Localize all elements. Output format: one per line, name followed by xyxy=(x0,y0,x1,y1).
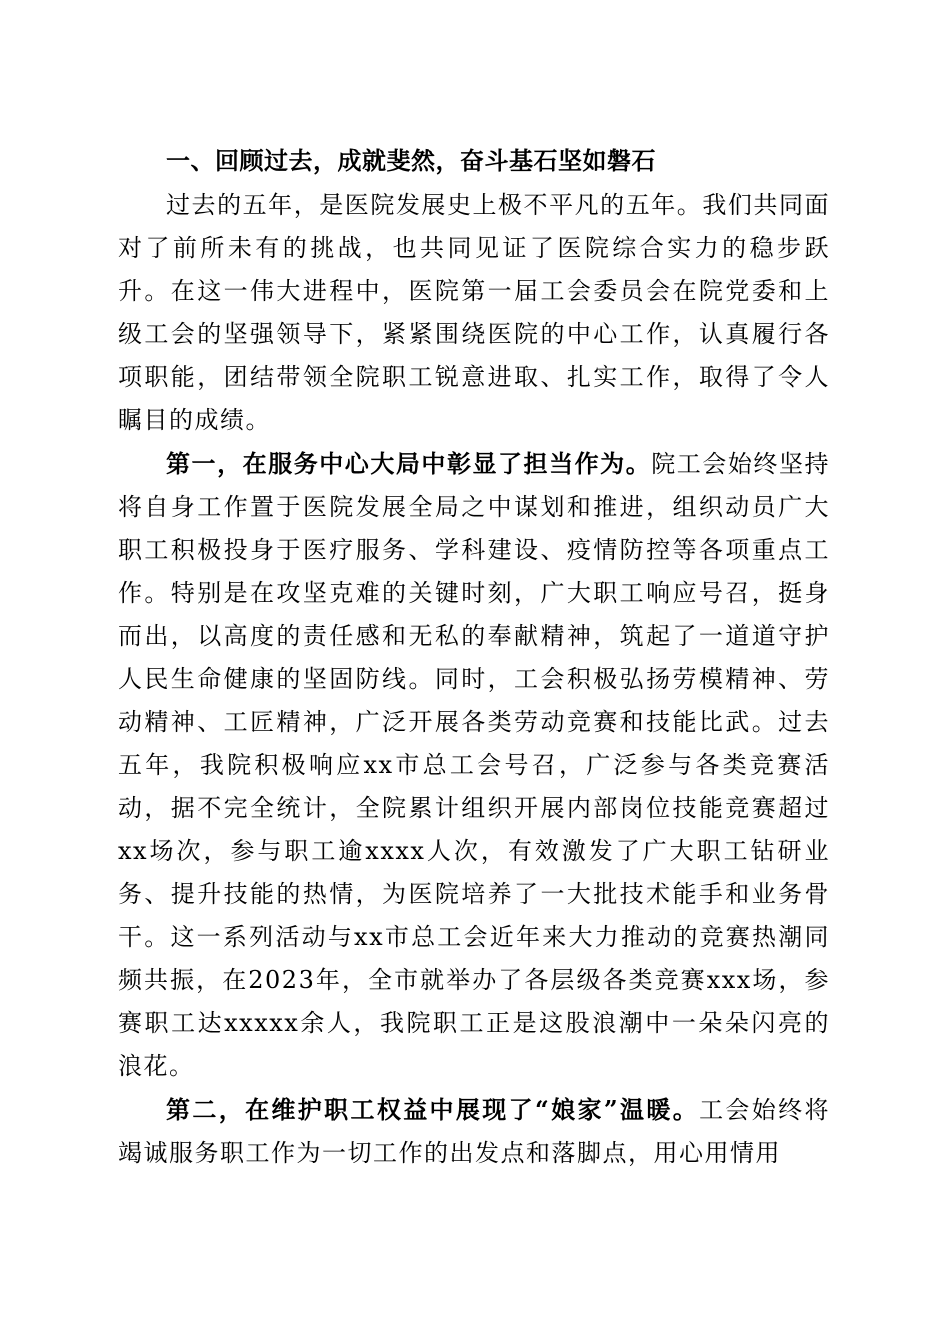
paragraph-second-point xyxy=(118,1088,830,1175)
paragraph-text: 院工会始终坚持将自身工作置于医院发展全局之中谋划和推进，组织动员广大职工积极投身于医疗服务、学科建设、疫情防控等各项重点工作。特别是在攻坚克难的关键时刻，广大职工响应号召，挺身而出，以高度的责任感和无私的奉献精神，筑起了一道道守护人民生命健康的坚固防线。同时，工会积极弘扬劳模精神、劳动精神、工匠精神，广泛开展各类劳动竞赛和技能比武。过去五年，我院积极响应xx市总工会号召，广泛参与各类竞赛活动，据不完全统计，全院累计组织开展内部岗位技能竞赛超过xx场次，参与职工逾xxxx人次，有效激发了广大职工钻研业务、提升技能的热情，为医院培养了一大批技术能手和业务骨干。这一系列活动与xx市总工会近年来大力推动的竞赛热潮同频共振，在2023年，全市就举办了各层级各类竞赛xxx场，参赛职工达xxxxx余人，我院职工正是这股浪潮中一朵朵闪亮的浪花。 xyxy=(118,450,831,1080)
paragraph-text: 工会始终将竭诚服务职工作为一切工作的出发点和落脚点，用心用情用 xyxy=(118,1096,831,1167)
paragraph-first-point xyxy=(118,442,830,1088)
document-body xyxy=(118,140,830,1175)
paragraph-lead: 第一，在服务中心大局中彰显了担当作为。 xyxy=(166,449,652,478)
paragraph-text: 过去的五年，是医院发展史上极不平凡的五年。我们共同面对了前所未有的挑战，也共同见证了医院综合实力的稳步跃升。在这一伟大进程中，医院第一届工会委员会在院党委和上级工会的坚强领导下，紧紧围绕医院的中心工作，认真履行各项职能，团结带领全院职工锐意进取、扎实工作，取得了令人瞩目的成绩。 xyxy=(118,191,830,434)
paragraph-intro xyxy=(118,183,830,442)
section-heading: 一、回顾过去，成就斐然，奋斗基石坚如磐石 xyxy=(166,147,656,175)
paragraph-lead: 第二，在维护职工权益中展现了“娘家”温暖。 xyxy=(166,1095,700,1124)
